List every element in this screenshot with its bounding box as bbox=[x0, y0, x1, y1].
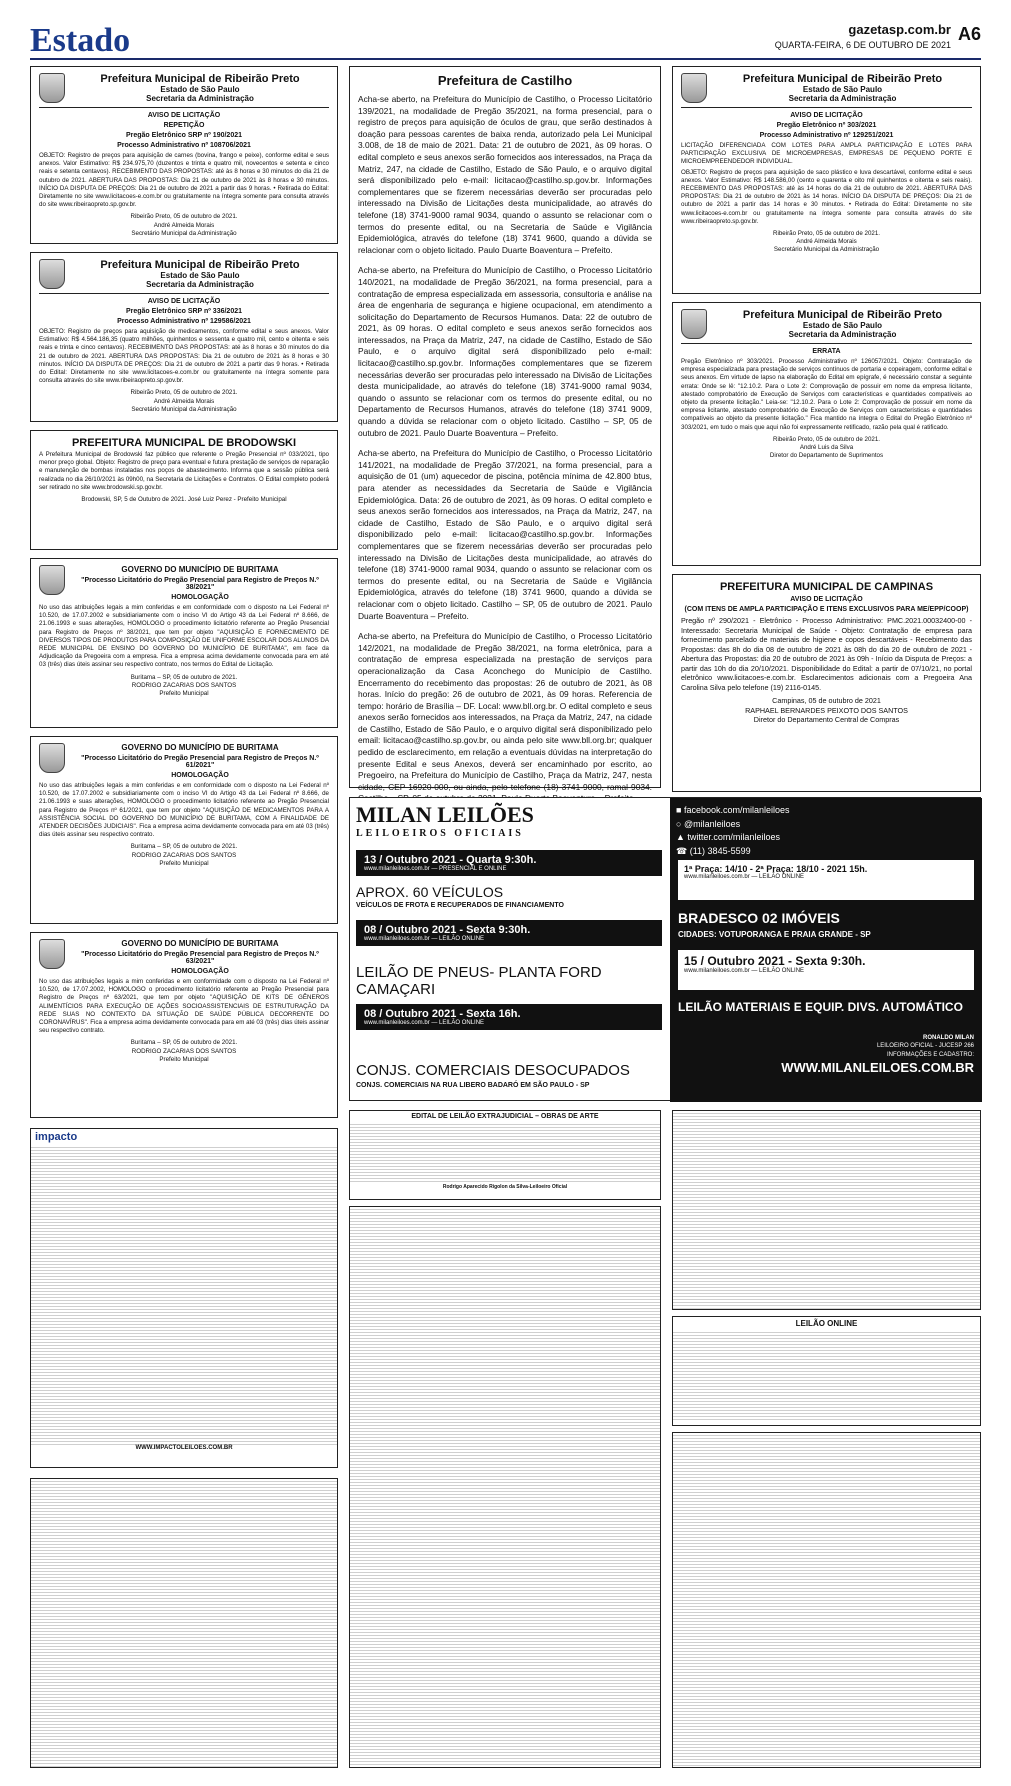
brand-tagline: LEILOEIROS OFICIAIS bbox=[356, 828, 524, 839]
auction-2-band bbox=[356, 920, 662, 946]
auctioneer-name: RONALDO MILAN bbox=[923, 1035, 974, 1041]
auction-site[interactable]: www.milanleiloes.com.br bbox=[364, 936, 430, 942]
notice-ref: Pregão Eletrônico SRP nº 190/2021 bbox=[125, 132, 243, 139]
issue-date: QUARTA-FEIRA, 6 DE OUTUBRO DE 2021 bbox=[774, 40, 951, 50]
signature-line: Buritama – SP, 05 de outubro de 2021. bbox=[130, 673, 238, 681]
signature-line: Ribeirão Preto, 05 de outubro de 2021. bbox=[773, 229, 880, 237]
signature bbox=[39, 674, 329, 699]
auction-meta: www.milanleiloes.com.br — LEILÃO ONLINE bbox=[684, 968, 805, 974]
notice-body: No uso das atribuições legais a mim conferidas e em conformidade com o disposto na Lei Federal nº 10.520, de 17.07.2002, HOMOLOGO o procedimento licitatório referente ao Pregão Presencial para Registro de Preços nº 63/2021, que tem por objeto "AQUISIÇÃO DE KITS DE GÊNEROS ALIMENTÍCIOS PARA EXECUÇÃO DE AÇÕES SOCIOASSISTENCIAIS DE ESTRUTURAÇÃO DA REDE SUAS NO CONTEXTO DA SITUAÇÃO DE SAÚDE PÚBLICA DECORRENTE DO CORONAVÍRUS". Fica a empresa acima devidamente convocada para em até 03 (três) dias úteis assinar seu respectivo contrato. bbox=[39, 978, 329, 1035]
middle-column bbox=[349, 66, 661, 792]
notice-ribeirao-336 bbox=[30, 252, 338, 422]
materials-box bbox=[678, 950, 974, 990]
signature-line: RAPHAEL BERNARDES PEIXOTO DOS SANTOS bbox=[745, 705, 908, 715]
auction-title: CONJS. COMERCIAIS DESOCUPADOS bbox=[356, 1062, 630, 1079]
notice-subtitle: Estado de São Paulo bbox=[160, 271, 240, 280]
notice-ref: Pregão Eletrônico nº 303/2021 bbox=[776, 122, 877, 129]
notice-title: EDITAL DE LEILÃO EXTRAJUDICIAL – OBRAS DE ARTE bbox=[411, 1113, 599, 1120]
notice-title: Prefeitura Municipal de Ribeirão Preto bbox=[742, 73, 943, 85]
signature bbox=[681, 436, 972, 461]
auction-3-band bbox=[356, 1004, 662, 1030]
auctioneer-site[interactable]: WWW.MILANLEILOES.COM.BR bbox=[781, 1060, 974, 1076]
coat-of-arms-icon bbox=[39, 939, 65, 969]
notice-buritama-61 bbox=[30, 736, 338, 924]
notice-body: Pregão nº 290/2021 - Eletrônico - Processo Administrativo: PMC.2021.00032400-00 - Interessado: Secretaria Municipal de Saúde - Objeto: Contratação de empresa para fornecimento parcelado de materiais de higiene e copos descartáveis - Recebimento das Propostas: das 8h do dia 08 de outubro de 2021 às 08h do dia 20 de outubro de 2021 - Abertura das Propostas: dia 20 de outubro de 2021 às 09h - Início da Disputa de Preços: a partir das 10h do dia 20/10/2021. Disponibilidade do Edital: a partir de 07/10/21, no portal eletrônico www.licitacoes-e.com.br. Esclarecimentos adicionais com a Pregoeira Ana Carolina Silva pelo telefone (19) 2116-0145. bbox=[681, 616, 972, 692]
auction-meta: www.milanleiloes.com.br — LEILÃO ONLINE bbox=[684, 874, 805, 880]
signature-line: RODRIGO ZACARIAS DOS SANTOS bbox=[131, 1047, 237, 1055]
auction-mode: LEILÃO ONLINE bbox=[759, 874, 805, 880]
auction-site[interactable]: www.milanleiloes.com.br bbox=[684, 968, 750, 974]
facebook-link[interactable]: ■ facebook.com/milanleiloes bbox=[676, 805, 790, 815]
bradesco-box bbox=[678, 860, 974, 900]
notice-subtitle: Estado de São Paulo bbox=[802, 85, 883, 94]
ad-left-panel bbox=[350, 798, 670, 1102]
auction-title: BRADESCO 02 IMÓVEIS bbox=[678, 910, 840, 926]
signature-line: Brodowski, SP, 5 de Outubro de 2021. José Luiz Perez - Prefeito Municipal bbox=[81, 495, 287, 503]
notice-subtitle: Secretaria da Administração bbox=[788, 94, 897, 103]
notice-lead: LICITAÇÃO DIFERENCIADA COM LOTES PARA AMPLA PARTICIPAÇÃO E LOTES PARA PARTICIPAÇÃO EXCLUSIVA DE MICROEMPRESAS, EMPRESAS DE PEQUENO PORTE E MICROEMPREENDEDOR INDIVIDUAL. bbox=[681, 142, 972, 166]
notice-fine-print bbox=[673, 1111, 980, 1309]
auction-title: APROX. 60 VEÍCULOS bbox=[356, 884, 504, 900]
notice-ref: Pregão Eletrônico SRP nº 336/2021 bbox=[125, 308, 243, 315]
signature-line: Buritama – SP, 05 de outubro de 2021. bbox=[130, 843, 238, 851]
notice-kind: HOMOLOGAÇÃO bbox=[171, 772, 229, 779]
twitter-link[interactable]: ▲ twitter.com/milanleiloes bbox=[676, 832, 780, 842]
signature-line: Secretário Municipal da Administração bbox=[131, 405, 237, 413]
citation-notice-left bbox=[30, 1478, 338, 1768]
auction-meta: www.milanleiloes.com.br — PRESENCIAL E ONLINE bbox=[364, 866, 507, 872]
auctioneer-info bbox=[781, 1034, 974, 1077]
notice-body: No uso das atribuições legais a mim conferidas e em conformidade com o disposto na Lei Federal nº 10.520, de 17.07.2002 e subsidiariamente com o inciso VI do Artigo 43 da Lei Federal nº 8.666, de 21.06.1993 e suas alterações, HOMOLOGO o procedimento licitatório referente ao Pregão Presencial para Registro de Preços nº 61/2021, que tem por objeto "AQUISIÇÃO DE MEDICAMENTOS PARA A ASSISTÊNCIA SOCIAL DO GOVERNO DO MUNICÍPIO DE BURITAMA, COM A FINALIDADE DE ATENDER DECISÕES JUDICIAIS". Fica a empresa acima devidamente convocada para em até 03 (três) dias úteis assinar seu respectivo contrato. bbox=[39, 782, 329, 839]
auctioneer-contact: INFORMAÇÕES E CADASTRO: bbox=[886, 1051, 974, 1058]
signature-line: Prefeito Municipal bbox=[159, 1055, 209, 1063]
signature-line: Buritama – SP, 05 de outubro de 2021. bbox=[130, 1039, 238, 1047]
signature-line: André Almeida Morais bbox=[153, 397, 215, 405]
notice-fine-print bbox=[350, 1207, 660, 1767]
signature-line: Campinas, 05 de outubro de 2021 bbox=[772, 696, 881, 705]
signature-line: RODRIGO ZACARIAS DOS SANTOS bbox=[131, 681, 237, 689]
notice-fine-print bbox=[350, 1122, 660, 1184]
signature bbox=[681, 696, 972, 725]
citation-notices-middle bbox=[349, 1206, 661, 1768]
notice-subtitle: Secretaria da Administração bbox=[146, 280, 254, 289]
notice-subtitle: (COM ITENS DE AMPLA PARTICIPAÇÃO E ITENS EXCLUSIVOS PARA ME/EPP/COOP) bbox=[684, 606, 969, 613]
notice-ref: REPETIÇÃO bbox=[163, 122, 205, 129]
notice-title: Prefeitura Municipal de Ribeirão Preto bbox=[100, 259, 300, 271]
notice-ref: Processo Administrativo nº 129586/2021 bbox=[117, 318, 251, 325]
coat-of-arms-icon bbox=[681, 309, 707, 339]
notice-fine-print bbox=[673, 1330, 980, 1420]
notice-paragraph: Acha-se aberto, na Prefeitura do Município de Castilho, o Processo Licitatório 142/2021, na modalidade de Pregão 38/2021, na forma eletrônica, para a contratação de empresa especializada na prestação de serviços para operacionalização da Casa Aconchego do Município de Castilho. Encerramento do recebimento das propostas: 26 de outubro de 2021, às 08 horas. Início do pregão: 26 de outubro de 2021, às 09 horas. Referencia de tempo: horário de Brasília – DF. Local: www.bll.org.br. O edital completo e seus anexos serão fornecidos aos interessados, na Praça da Matriz, 247, na cidade de Castilho, Estado de São Paulo, e o arquivo digital será disponibilizado pelo email: licitacao@castilho.sp.gov.br, ou ainda pelo site www.bll.org.br; qualquer pedido de esclarecimento, em relação a eventuais dúvidas na interpretação do presente Edital e seus Anexos, deverá ser encaminhado por escrito, ao Pregoeiro, na Prefeitura do Município de Castilho, Praça da Matriz, 247, nesta cidade, CEP 16920-000, ou ainda, pelo telefone (18) 3741-9000, ramal 9034. bbox=[358, 631, 652, 792]
twitter-label: twitter.com/milanleiloes bbox=[687, 832, 780, 842]
notice-kind: AVISO DE LICITAÇÃO bbox=[147, 112, 221, 119]
divider bbox=[39, 293, 329, 294]
notice-paragraph: Acha-se aberto, na Prefeitura do Município de Castilho, o Processo Licitatório 139/2021, na modalidade de Pregão 35/2021, na forma presencial, para o registro de preços para aquisição de óculos de grau, que serão destinados à doação para pessoas carentes de baixa renda, autorizado pela Lei Municipal 3.008, de 18 de maio de 2021. Data: 21 de outubro de 2021, às 09 horas. O edital completo e seus anexos serão fornecidos aos interessados, na Praça da Matriz, 247, na cidade de Castilho, Estado de São Paulo, e o arquivo digital será disponibilizado pelo e-mail: licitacao@castilho.sp.gov.br. Informações complementares que se fizerem necessárias deverão ser procuradas pelo interessado na Divisão de Licitações desta municipalidade, ao através do telefone (18) 3741-9000 ramal 9034, quando o assunto se relacionar com o termos do presente edital, ou na Secretaria de Saúde e Vigilância Epidemiológica, através do telefone (18) 3741 9600, quando a dúvida se relacionar com o objeto licitado. Paulo Duarte Boaventura – Prefeito. bbox=[358, 94, 652, 255]
notice-subtitle: Secretaria da Administração bbox=[788, 330, 897, 339]
arte-auction-notice bbox=[349, 1110, 661, 1200]
instagram-label: @milanleiloes bbox=[683, 818, 741, 829]
notice-title: GOVERNO DO MUNICÍPIO DE BURITAMA bbox=[121, 939, 279, 948]
notice-title: Prefeitura de Castilho bbox=[437, 73, 573, 88]
auction-date: 1ª Praça: 14/10 - 2ª Praça: 18/10 - 2021 15h. bbox=[684, 864, 868, 874]
signature-line: Ribeirão Preto, 05 de outubro de 2021. bbox=[773, 435, 880, 443]
auction-mode: PRESENCIAL E ONLINE bbox=[439, 866, 507, 872]
notice-subtitle: Secretaria da Administração bbox=[146, 94, 254, 103]
notice-ref: Processo Administrativo nº 108706/2021 bbox=[117, 142, 251, 149]
notice-title: PREFEITURA MUNICIPAL DE BRODOWSKI bbox=[71, 437, 297, 449]
auction-subtitle: VEÍCULOS DE FROTA E RECUPERADOS DE FINANCIAMENTO bbox=[356, 902, 564, 909]
notice-kind: ERRATA bbox=[812, 348, 841, 355]
auction-subtitle: CONJS. COMERCIAIS NA RUA LIBERO BADARÓ EM SÃO PAULO - SP bbox=[356, 1082, 590, 1089]
signature bbox=[39, 843, 329, 868]
auction-date: 08 / Outubro 2021 - Sexta 9:30h. bbox=[364, 924, 531, 936]
impacto-site[interactable]: WWW.IMPACTOLEILOES.COM.BR bbox=[135, 1445, 233, 1451]
notice-subtitle: "Processo Licitatório do Pregão Presencial para Registro de Preços N.º 38/2021" bbox=[81, 577, 319, 591]
brand-name: MILAN LEILÕES bbox=[356, 802, 534, 827]
notice-title: Prefeitura Municipal de Ribeirão Preto bbox=[742, 309, 943, 321]
auction-date: 08 / Outubro 2021 - Sexta 16h. bbox=[364, 1008, 521, 1020]
auction-date: 15 / Outubro 2021 - Sexta 9:30h. bbox=[684, 954, 866, 968]
signature bbox=[39, 389, 329, 414]
notice-body: OBJETO: Registro de preços para aquisição de saco plástico e luva descartável, conforme edital e seus anexos. Valor Estimativo: R$ 148.586,00 (cento e quarenta e oito mil quinhentos e oitenta e seis reais). RECEBIMENTO DAS PROPOSTAS: até às 14 horas do dia 21 de outubro de 2021. ABERTURA DAS PROPOSTAS: Dia 21 de outubro de 2021 às 14 horas. INÍCIO DA DISPUTA DE PREÇOS: Dia 21 de outubro de 2021 a partir das 14 horas e 30 minutos. • Retirada do Edital: Diretamente no site www.licitacoes-e.com.br ou gratuitamente na íntegra somente para consulta através do site www.ribeiraopreto.sp.gov.br. bbox=[681, 168, 972, 225]
notice-body: No uso das atribuições legais a mim conferidas e em conformidade com o disposto na Lei Federal nº 10.520, de 17.07.2002 e subsidiariamente com o inciso VI do Artigo 43 da Lei Federal nº 8.666, de 21.06.1993 e suas alterações, HOMOLOGO o procedimento licitatório referente ao Pregão Presencial para Registro de Preços nº 38/2021, que tem por objeto "AQUISIÇÃO E FORNECIMENTO DE DIVERSOS TIPOS DE PRODUTOS PARA COMPOSIÇÃO DE UNIFORME ESCOLAR DOS ALUNOS DA REDE MUNICIPAL DE ENSINO DO GOVERNO DO MUNICÍPIO DE BURITAMA", em face da Adjudicação da Pregoeira com a empresa. Fica a empresa acima devidamente convocada para em até 03 (três) dias úteis assinar seu respectivo contrato, nos termos do Edital de Licitação. bbox=[39, 604, 329, 669]
notice-subtitle: Estado de São Paulo bbox=[160, 85, 240, 94]
site-url[interactable]: gazetasp.com.br bbox=[848, 22, 951, 37]
notice-kind: HOMOLOGAÇÃO bbox=[171, 968, 229, 975]
signature-line: Rodrigo Aparecido Rigolon da Silva-Leiloeiro Oficial bbox=[442, 1184, 568, 1190]
social-links bbox=[676, 804, 790, 858]
ad-right-panel bbox=[670, 798, 982, 1102]
notice-kind: AVISO DE LICITAÇÃO bbox=[147, 298, 221, 305]
coat-of-arms-icon bbox=[39, 73, 65, 103]
notice-title: LEILÃO ONLINE bbox=[795, 1319, 858, 1328]
auction-mode: LEILÃO ONLINE bbox=[439, 936, 485, 942]
notice-title: GOVERNO DO MUNICÍPIO DE BURITAMA bbox=[121, 565, 279, 574]
notice-paragraph: Acha-se aberto, na Prefeitura do Município de Castilho, o Processo Licitatório 140/2021, na modalidade de Pregão 36/2021, na forma presencial, para a contratação de empresa especializada em assessoria, consultoria e análise na área de engenharia de segurança e higiene ocupacional, em atendimento a solicitação do Departamento de Recursos Humanos. Data: 22 de outubro de 2021, às 09 horas. O edital completo e seus anexos serão fornecidos aos interessados, na Praça da Matriz, 247, na cidade de Castilho, Estado de São Paulo, e o arquivo digital será disponibilizado pelo e-mail: licitacao@castilho.sp.gov.br. Informações complementares que se fizerem necessárias deverão ser procuradas pelo interessado na Divisão de Licitações desta municipalidade, ao através do telefone (18) 3741-9000 ramal 9034, quando o assunto se relacionar com os termos do presente edital, ou no Departamento de Recursos Humanos, através do telefone (18) 3741 9009, quando a dúvida se relacionar com o objeto licitado. Castilho – SP, 05 de outubro de 2021. Paulo Duarte Boaventura – Prefeito. bbox=[358, 265, 652, 438]
notice-body: Pregão Eletrônico nº 303/2021. Processo Administrativo nº 126057/2021. Objeto: Contratação de empresa especializada para prestação de serviços contínuos de portaria e copeiragem, conforme edital e seus anexos. Em virtude de lapso na elaboração do Edital em epígrafe, é necessário constar a seguinte errata: Onde se lê: "12.10.2. Para o Lote 2: Comprovação de possuir em nome da empresa licitante, atestado comprobatório de Execução de Serviços com características e quantidades compatíveis ao objeto da presente licitação." Leia-se: "12.10.2. Para o Lote 2: Comprovação de possuir em nome da empresa licitante, atestado comprobatório de Execução de Serviços com características e quantidades compatíveis ao objeto da presente licitação." Fica mantido na íntegra o Edital do Pregão Eletrônico nº 303/2021, em tudo o mais que aqui não foi expressamente retificado, razão pela qual é ratificado. bbox=[681, 358, 972, 431]
notice-campinas bbox=[672, 574, 981, 792]
notice-kind: HOMOLOGAÇÃO bbox=[171, 594, 229, 601]
online-auction-notice bbox=[672, 1316, 981, 1426]
page-header bbox=[30, 20, 981, 60]
signature-line: Ribeirão Preto, 05 de outubro de 2021. bbox=[130, 213, 238, 221]
notice-brodowski bbox=[30, 430, 338, 550]
instagram-link[interactable]: ○ @milanleiloes bbox=[676, 818, 741, 829]
signature-line: André Almeida Morais bbox=[796, 238, 857, 246]
citation-notices-right-top bbox=[672, 1110, 981, 1310]
left-column bbox=[30, 66, 338, 1126]
notice-body: A Prefeitura Municipal de Brodowski faz público que referente o Pregão Presencial nº 033/2021, tipo menor preço global. Objeto: Registro de preço para eventual e futura prestação de serviços de reparação e manutenção de bombas instaladas nos poços de abastecimento. Informa que a sessão pública será realizada no dia 26/10/2021 às 09h00, na Secretaria de Licitações e Contratos. O Edital completo poderá ser retirado no site www.brodowski.sp.gov.br. bbox=[39, 451, 329, 491]
signature-line: RODRIGO ZACARIAS DOS SANTOS bbox=[131, 851, 237, 859]
divider bbox=[39, 107, 329, 108]
signature bbox=[39, 213, 329, 238]
auctioneer-role: LEILOEIRO OFICIAL - JUCESP 266 bbox=[876, 1043, 974, 1050]
signature-line: André Almeida Morais bbox=[153, 221, 215, 229]
coat-of-arms-icon bbox=[39, 259, 65, 289]
notice-subtitle: "Processo Licitatório do Pregão Presencial para Registro de Preços N.º 61/2021" bbox=[81, 755, 319, 769]
coat-of-arms-icon bbox=[39, 565, 65, 595]
signature-line: Prefeito Municipal bbox=[159, 859, 209, 867]
signature-line: Diretor do Departamento de Suprimentos bbox=[769, 452, 884, 460]
impacto-notice bbox=[30, 1128, 338, 1468]
signature bbox=[39, 1039, 329, 1064]
notice-ribeirao-errata bbox=[672, 302, 981, 566]
citation-notices-right-bottom bbox=[672, 1432, 981, 1768]
auction-site[interactable]: www.milanleiloes.com.br bbox=[364, 866, 430, 872]
auction-meta: www.milanleiloes.com.br — LEILÃO ONLINE bbox=[364, 936, 485, 942]
right-column bbox=[672, 66, 981, 800]
auction-meta: www.milanleiloes.com.br — LEILÃO ONLINE bbox=[364, 1020, 485, 1026]
notice-buritama-63 bbox=[30, 932, 338, 1118]
auction-mode: LEILÃO ONLINE bbox=[439, 1020, 485, 1026]
signature bbox=[681, 230, 972, 255]
notice-kind: AVISO DE LICITAÇÃO bbox=[790, 112, 863, 119]
notice-ribeirao-190 bbox=[30, 66, 338, 244]
signature-line: Secretário Municipal da Administração bbox=[131, 229, 237, 237]
signature-line: Diretor do Departamento Central de Compras bbox=[753, 715, 900, 724]
notice-fine-print bbox=[31, 1145, 337, 1445]
notice-ribeirao-303 bbox=[672, 66, 981, 294]
auction-site[interactable]: www.milanleiloes.com.br bbox=[364, 1020, 430, 1026]
notice-kind: AVISO DE LICITAÇÃO bbox=[790, 596, 863, 603]
notice-subtitle: "Processo Licitatório do Pregão Presencial para Registro de Preços N.º 63/2021" bbox=[81, 951, 319, 965]
signature-line: Prefeito Municipal bbox=[159, 689, 209, 697]
impacto-logo: impacto bbox=[35, 1131, 78, 1143]
auction-title: LEILÃO DE PNEUS- PLANTA FORD CAMAÇARI bbox=[356, 964, 602, 998]
divider bbox=[681, 107, 972, 108]
milan-leiloes-ad bbox=[349, 797, 981, 1101]
notice-body: OBJETO: Registro de preços para aquisição de medicamentos, conforme edital e seus anexos. Valor Estimativo: R$ 4.564.186,35 (quatro milhões, quinhentos e sessenta e quatro mil, cento e oitenta e seis reais e trinta e cinco centavos). RECEBIMENTO DAS PROPOSTAS: até às 8 horas e 30 minutos do dia 21 de outubro de 2021. ABERTURA DAS PROPOSTAS: Dia 21 de outubro de 2021 às 8 horas e 30 minutos. INÍCIO DA DISPUTA DE PREÇOS: Dia 21 de outubro de 2021 a partir das 9 horas. • Retirada do Edital: Diretamente no site www.licitacoes-e.com.br ou gratuitamente na íntegra somente para consulta através do site www.ribeiraopreto.sp.gov.br. bbox=[39, 328, 329, 385]
notice-castilho bbox=[349, 66, 661, 792]
notice-title: PREFEITURA MUNICIPAL DE CAMPINAS bbox=[719, 581, 934, 593]
signature-line: André Luis da Silva bbox=[799, 443, 854, 451]
newspaper-logo: Estado bbox=[30, 22, 131, 59]
phone-number: ☎ (11) 3845-5599 bbox=[676, 845, 751, 856]
coat-of-arms-icon bbox=[681, 73, 707, 103]
facebook-label: facebook.com/milanleiloes bbox=[683, 805, 790, 815]
notice-fine-print bbox=[31, 1479, 337, 1767]
auction-date: 13 / Outubro 2021 - Quarta 9:30h. bbox=[364, 854, 537, 866]
signature-line: Secretário Municipal da Administração bbox=[773, 246, 880, 254]
notice-title: Prefeitura Municipal de Ribeirão Preto bbox=[100, 73, 300, 85]
coat-of-arms-icon bbox=[39, 743, 65, 773]
auction-title: LEILÃO MATERIAIS E EQUIP. DIVS. AUTOMÁTICO bbox=[678, 1000, 963, 1014]
signature-line: Ribeirão Preto, 05 de outubro de 2021. bbox=[130, 389, 238, 397]
divider bbox=[681, 343, 972, 344]
phone-label: (11) 3845-5599 bbox=[689, 845, 751, 856]
notice-paragraph: Acha-se aberto, na Prefeitura do Município de Castilho, o Processo Licitatório 141/2021, na modalidade de Pregão 37/2021, na forma presencial, para a aquisição de 01 (um) aquecedor de piscina, potência mínima de 42.800 btus, para atender as necessidades da Secretaria de Saúde e Vigilância Epidemiológica. Data: 26 de outubro de 2021, às 09 horas. O edital completo e seus anexos serão fornecidos aos interessados, na Praça da Matriz, 247, na cidade de Castilho, Estado de São Paulo, e o arquivo digital será disponibilizado pelo e-mail: licitacao@castilho.sp.gov.br. Informações complementares que se fizerem necessárias deverão ser procuradas pelo interessado na Divisão de Licitações desta municipalidade, ao através do telefone (18) 3741-9000 ramal 9034, quando o assunto se relacionar com os termos do presente edital, ou na Secretaria de Saúde e Vigilância Epidemiológica, através do telefone (18) 3741 9600, quando a dúvida se relacionar com o objeto licitado. Castilho – SP, 05 de outubro de 2021. Paulo Duarte Boaventura – Prefeito. bbox=[358, 448, 652, 621]
notice-subtitle: Estado de São Paulo bbox=[802, 321, 883, 330]
notice-title: GOVERNO DO MUNICÍPIO DE BURITAMA bbox=[121, 743, 279, 752]
auction-subtitle: CIDADES: VOTUPORANGA E PRAIA GRANDE - SP bbox=[678, 930, 871, 939]
auction-mode: LEILÃO ONLINE bbox=[759, 968, 805, 974]
notice-ref: Processo Administrativo nº 129251/2021 bbox=[759, 132, 894, 139]
notice-buritama-38 bbox=[30, 558, 338, 728]
milan-logo bbox=[356, 802, 534, 839]
page-number: A6 bbox=[957, 24, 981, 44]
auction-site[interactable]: www.milanleiloes.com.br bbox=[684, 874, 750, 880]
notice-body: OBJETO: Registro de preços para aquisição de carnes (bovina, frango e peixe), conforme edital e seus anexos. Valor Estimativo: R$ 234.975,70 (duzentos e trinta e quatro mil, novecentos e setenta e cinco reais e setenta centavos). RECEBIMENTO DAS PROPOSTAS: até às 8 horas e 30 minutos do dia 21 de outubro de 2021. ABERTURA DAS PROPOSTAS: Dia 21 de outubro de 2021 às 8 horas e 30 minutos. INÍCIO DA DISPUTA DE PREÇOS: Dia 21 de outubro de 2021 a partir das 9 horas. • Retirada do Edital: Diretamente no site www.licitacoes-e.com.br ou gratuitamente na íntegra somente para consulta através do site www.ribeiraopreto.sp.gov.br. bbox=[39, 152, 329, 209]
auction-1-band bbox=[356, 850, 662, 876]
notice-fine-print bbox=[673, 1433, 980, 1767]
